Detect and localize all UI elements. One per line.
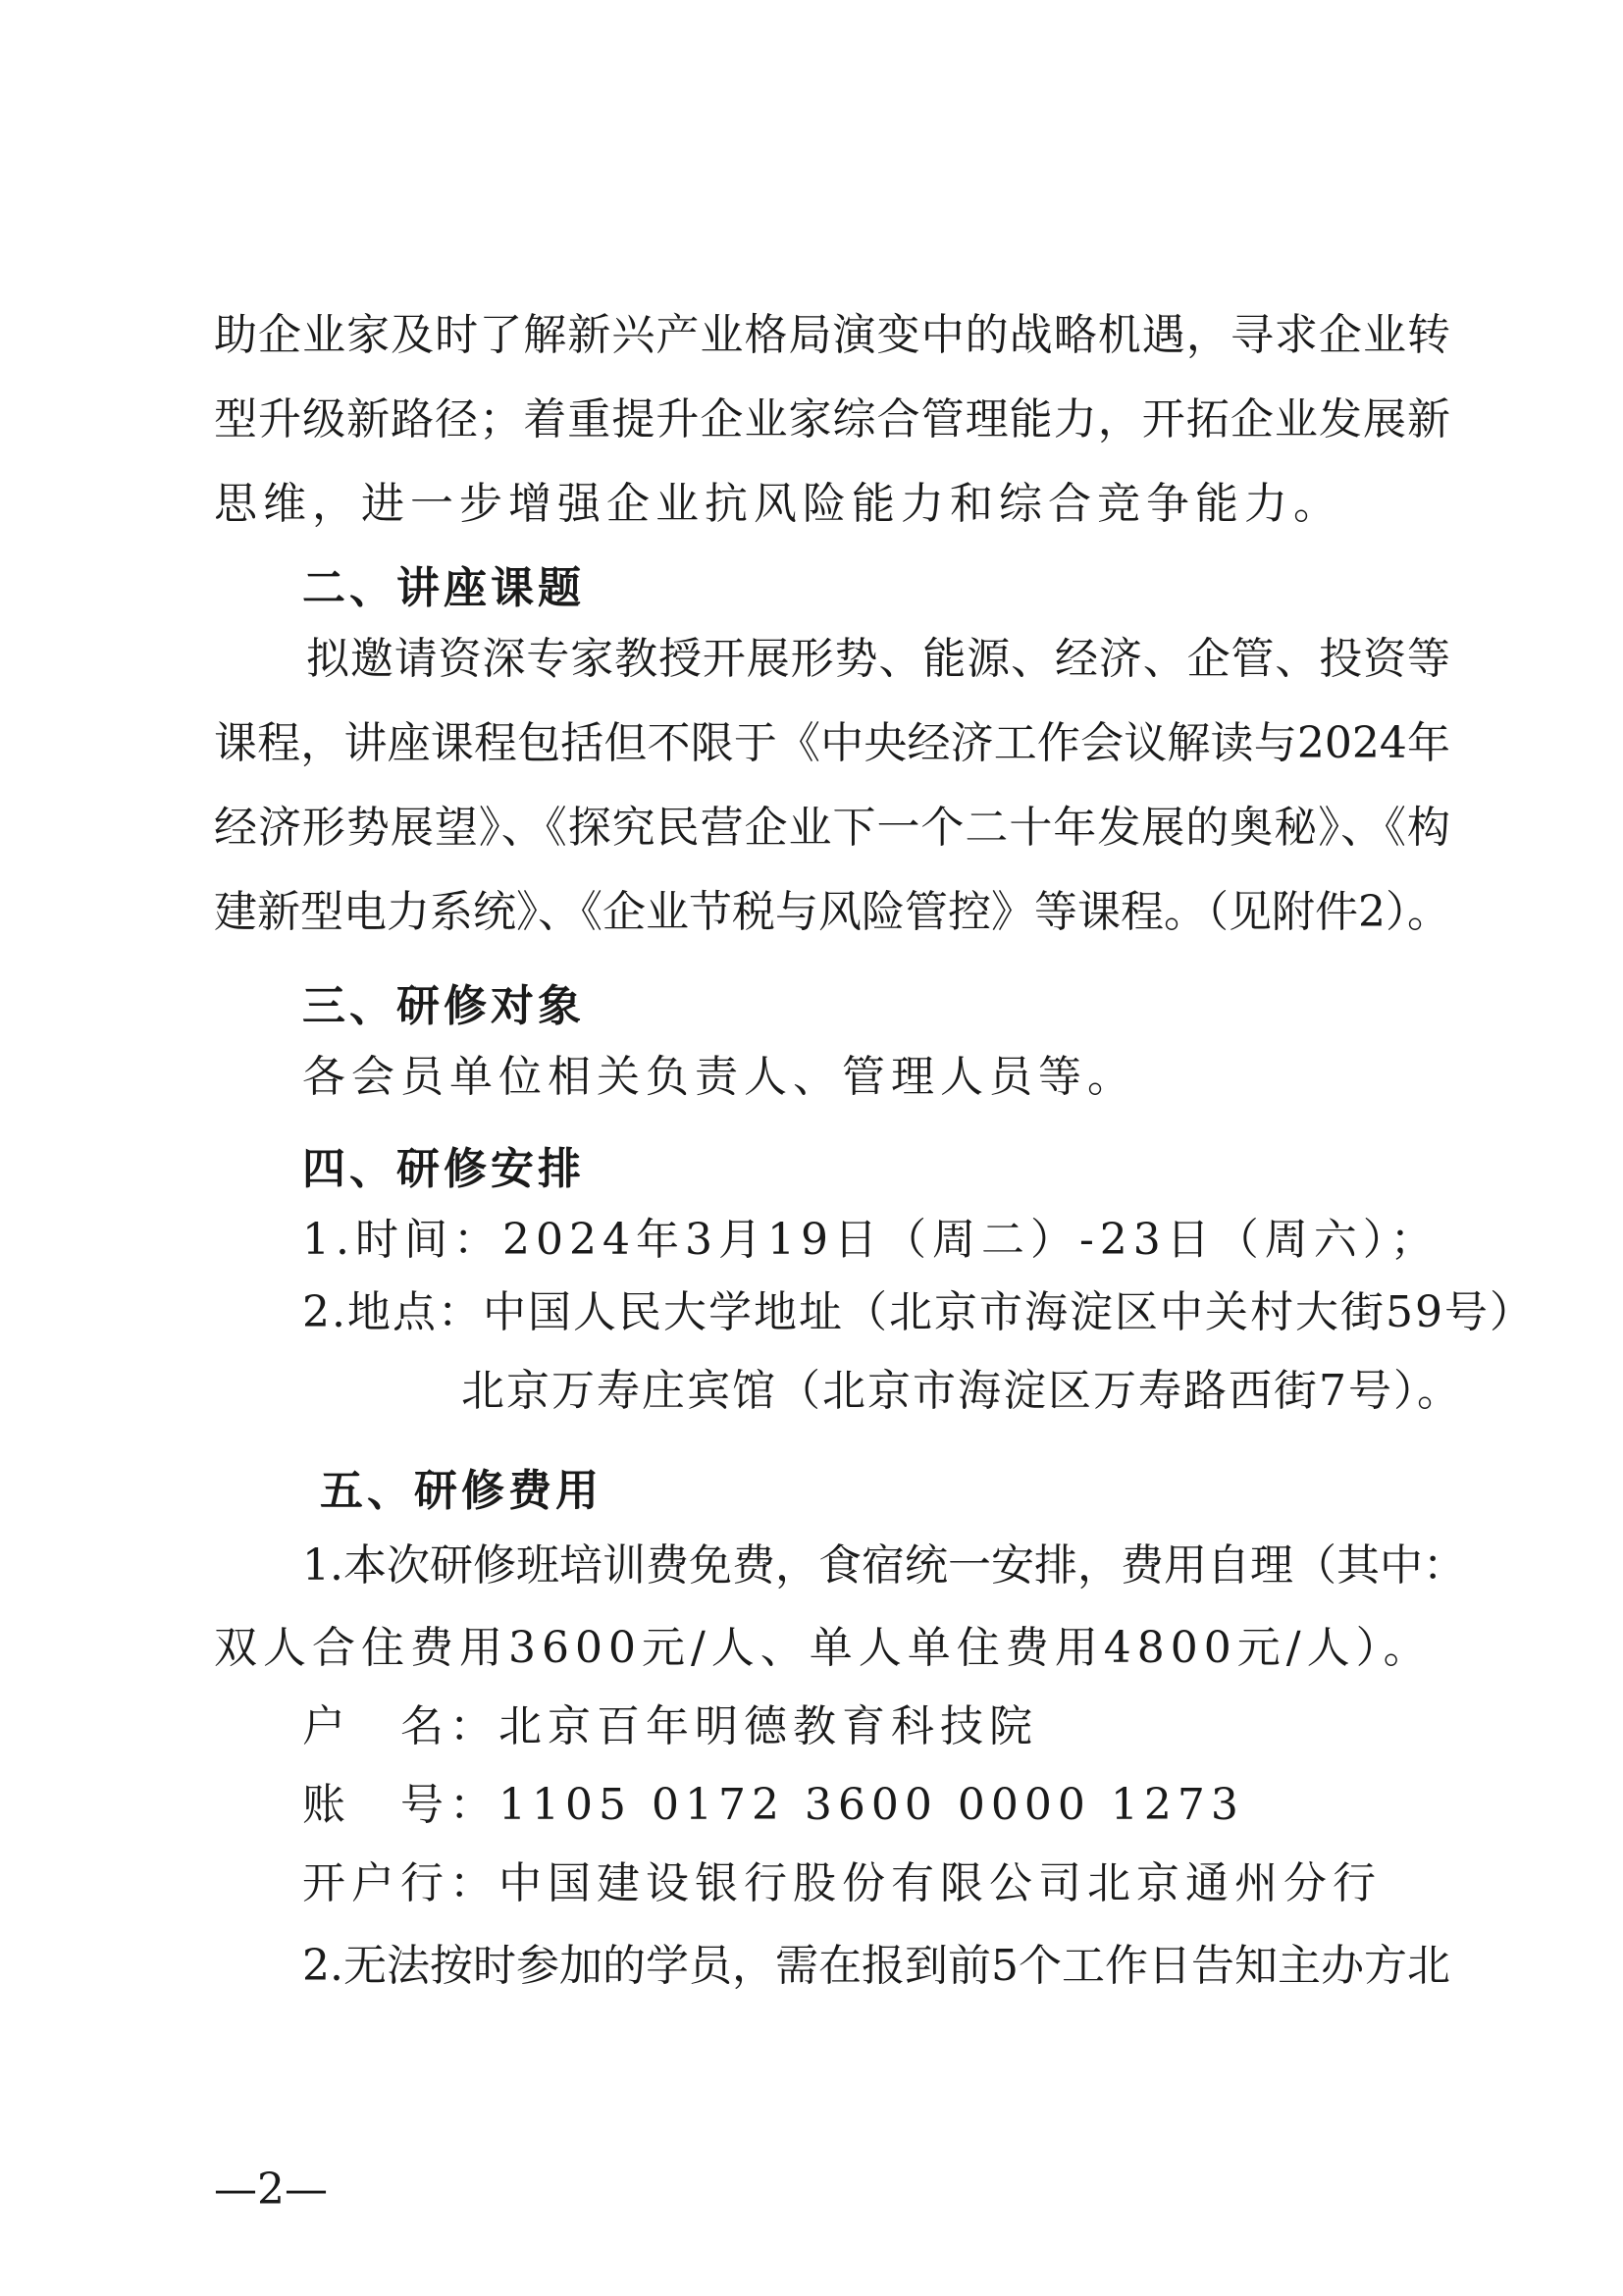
section-heading-participants: 三、研修对象 <box>302 981 585 1031</box>
body-line: 型升级新路径；着重提升企业家综合管理能力，开拓企业发展新 <box>214 394 1450 444</box>
schedule-location: 2.地点：中国人民大学地址（北京市海淀区中关村大街59号） <box>302 1287 1535 1337</box>
body-line: 各会员单位相关负责人、管理人员等。 <box>302 1052 1136 1102</box>
body-line: 经济形势展望》、《探究民营企业下一个二十年发展的奥秘》、《构 <box>214 803 1450 853</box>
body-line: 建新型电力系统》、《企业节税与风险管控》等课程。（见附件2）。 <box>214 887 1450 937</box>
body-line: 思维，进一步增强企业抗风险能力和综合竞争能力。 <box>214 479 1342 529</box>
fee-line: 双人合住费用3600元/人、单人单住费用4800元/人）。 <box>214 1623 1433 1673</box>
section-heading-lecture-topics: 二、讲座课题 <box>302 563 585 613</box>
schedule-location-hotel: 北京万寿庄宾馆（北京市海淀区万寿路西街7号）。 <box>461 1366 1462 1416</box>
bank-name: 开户行：中国建设银行股份有限公司北京通州分行 <box>302 1858 1382 1908</box>
fee-line: 1.本次研修班培训费免费，食宿统一安排，费用自理（其中： <box>302 1540 1466 1591</box>
body-line: 助企业家及时了解新兴产业格局演变中的战略机遇，寻求企业转 <box>214 310 1450 360</box>
schedule-time: 1.时间：2024年3月19日（周二）-23日（周六）； <box>302 1215 1440 1265</box>
absence-notice-line: 2.无法按时参加的学员，需在报到前5个工作日告知主办方北 <box>302 1941 1450 1991</box>
account-number: 账 号：1105 0172 3600 0000 1273 <box>302 1780 1244 1830</box>
section-heading-schedule: 四、研修安排 <box>302 1144 585 1194</box>
section-heading-fees: 五、研修费用 <box>320 1466 602 1516</box>
page-number: —2— <box>214 2165 328 2215</box>
body-line: 课程，讲座课程包括但不限于《中央经济工作会议解读与2024年 <box>214 718 1450 768</box>
body-line: 拟邀请资深专家教授开展形势、能源、经济、企管、投资等 <box>306 634 1450 684</box>
account-name: 户 名：北京百年明德教育科技院 <box>302 1701 1038 1751</box>
